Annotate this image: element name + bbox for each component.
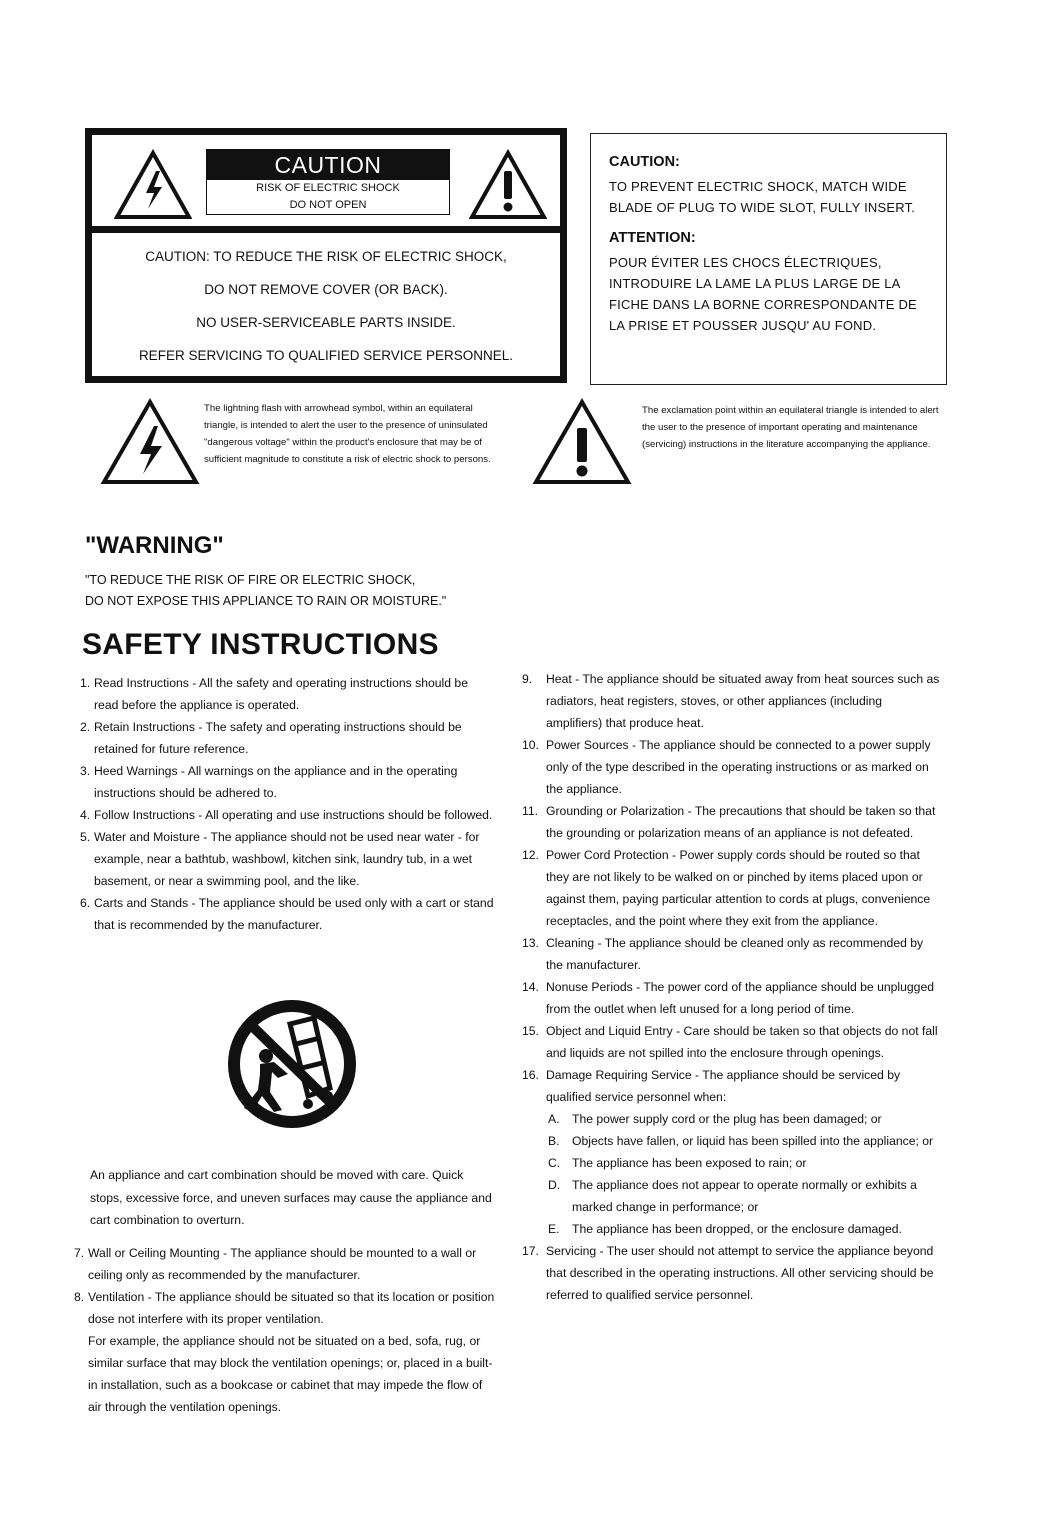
warning-line: DO NOT EXPOSE THIS APPLIANCE TO RAIN OR MOISTURE." — [85, 594, 447, 608]
caution-text: TO PREVENT ELECTRIC SHOCK, MATCH WIDE BLADE OF PLUG TO WIDE SLOT, FULLY INSERT. — [609, 179, 916, 215]
caution-line: CAUTION: TO REDUCE THE RISK OF ELECTRIC SHOCK, — [145, 249, 507, 264]
warning-text — [85, 570, 446, 612]
instruction-item: 7. Wall or Ceiling Mounting - The appliance should be mounted to a wall or ceiling only as recommended by the manufacturer. — [74, 1246, 477, 1282]
safety-instructions-title: SAFETY INSTRUCTIONS — [82, 628, 439, 661]
caution-label-text — [92, 247, 560, 379]
warning-title: "WARNING" — [85, 532, 224, 559]
instruction-item: 15. Object and Liquid Entry - Care should be taken so that objects do not fall and liquids are not spilled into the enclosure through openings. — [522, 1024, 938, 1060]
caution-banner-title: CAUTION — [207, 150, 449, 180]
instruction-item: 12. Power Cord Protection - Power supply cords should be routed so that they are not likely to be walked on or pinched by items placed upon or against them, paying particular attention to cords at plugs, convenience receptacles, and the point where they exit from the appliance. — [522, 848, 931, 928]
damage-subitem: C. The appliance has been exposed to rain; or — [548, 1156, 807, 1170]
instruction-item: 5. Water and Moisture - The appliance should not be used near water - for example, near a bathtub, washbowl, kitchen sink, laundry tub, in a wet basement, or near a swimming pool, and the like. — [80, 830, 480, 888]
damage-subitem: B. Objects have fallen, or liquid has been spilled into the appliance; or — [548, 1134, 934, 1148]
caution-line: REFER SERVICING TO QUALIFIED SERVICE PERSONNEL. — [138, 348, 514, 363]
lightning-warning-icon — [114, 149, 192, 221]
instruction-item: 17. Servicing - The user should not attempt to service the appliance beyond that described in the operating instructions. All other servicing should be referred to qualified service personnel. — [522, 1244, 934, 1302]
lightning-triangle-icon — [100, 398, 200, 486]
instruction-item: 9. Heat - The appliance should be situated away from heat sources such as radiators, heat registers, stoves, or other appliances (including amplifiers) that produce heat. — [522, 672, 940, 730]
lightning-symbol-explanation: The lightning flash with arrowhead symbol, within an equilateral triangle, is intended to alert the user to the presence of uninsulated "dangerous voltage" within the product's enclosure that may be of sufficient magnitude to constitute a risk of electric shock to persons. — [204, 403, 491, 465]
instruction-item: 2. Retain Instructions - The safety and operating instructions should be retained for future reference. — [80, 720, 462, 756]
exclamation-warning-icon — [469, 149, 547, 221]
instruction-item: 14. Nonuse Periods - The power cord of the appliance should be unplugged from the outlet when left unused for a long period of time. — [522, 980, 935, 1016]
caution-label-header — [92, 135, 560, 233]
instructions-right-column — [522, 668, 940, 1306]
caution-banner-line: RISK OF ELECTRIC SHOCK — [256, 182, 400, 194]
warning-line: "TO REDUCE THE RISK OF FIRE OR ELECTRIC SHOCK, — [85, 573, 416, 587]
damage-subitem: A. The power supply cord or the plug has been damaged; or — [548, 1112, 882, 1126]
instruction-item: 13. Cleaning - The appliance should be cleaned only as recommended by the manufacturer. — [522, 936, 924, 972]
attention-text: POUR ÉVITER LES CHOCS ÉLECTRIQUES, INTRODUIRE LA LAME LA PLUS LARGE DE LA FICHE DANS LA BORNE CORRESPONDANTE DE LA PRISE ET POUSSER JUSQU' AU FOND. — [609, 255, 917, 333]
plug-caution-box — [590, 133, 947, 385]
instruction-item: 8. Ventilation - The appliance should be situated so that its location or position dose not interfere with its proper ventilation. — [74, 1290, 495, 1326]
instruction-item: 6. Carts and Stands - The appliance should be used only with a cart or stand that is recommended by the manufacturer. — [80, 896, 494, 932]
instructions-left-column-lower — [74, 1242, 495, 1418]
caution-banner-line: DO NOT OPEN — [289, 199, 367, 211]
instruction-item: 16. Damage Requiring Service - The appliance should be serviced by qualified service personnel when: — [522, 1068, 901, 1104]
damage-subitem: E. The appliance has been dropped, or the enclosure damaged. — [548, 1222, 902, 1236]
instructions-left-column — [80, 672, 495, 936]
instruction-item: 1. Read Instructions - All the safety and operating instructions should be read before the appliance is operated. — [80, 676, 468, 712]
cart-caption: An appliance and cart combination should be moved with care. Quick stops, excessive force, and uneven surfaces may cause the appliance and cart combination to overturn. — [90, 1168, 492, 1227]
instruction-item: 3. Heed Warnings - All warnings on the appliance and in the operating instructions should be adhered to. — [80, 764, 458, 800]
caution-heading: CAUTION: — [609, 154, 680, 170]
exclamation-symbol-explanation: The exclamation point within an equilateral triangle is intended to alert the user to the presence of important operating and maintenance (servicing) instructions in the literature accompanying the appliance. — [642, 405, 939, 450]
ventilation-example: For example, the appliance should not be situated on a bed, sofa, rug, or similar surface that may block the ventilation openings; or, placed in a built-in installation, such as a bookcase or cabinet that may impede the flow of air through the ventilation openings. — [88, 1334, 493, 1414]
attention-heading: ATTENTION: — [609, 230, 696, 246]
instruction-item: 4. Follow Instructions - All operating and use instructions should be followed. — [80, 808, 493, 822]
damage-subitem: D. The appliance does not appear to operate normally or exhibits a marked change in performance; or — [548, 1178, 917, 1214]
cart-tip-over-icon — [222, 1000, 362, 1128]
instruction-item: 11. Grounding or Polarization - The precautions that should be taken so that the grounding or polarization means of an appliance is not defeated. — [522, 804, 936, 840]
caution-banner — [206, 149, 450, 215]
caution-line: NO USER-SERVICEABLE PARTS INSIDE. — [196, 315, 456, 330]
caution-line: DO NOT REMOVE COVER (OR BACK). — [204, 282, 448, 297]
instruction-item: 10. Power Sources - The appliance should be connected to a power supply only of the type described in the operating instructions or as marked on the appliance. — [522, 738, 931, 796]
exclamation-triangle-icon — [532, 398, 632, 486]
caution-label-box — [85, 128, 567, 383]
